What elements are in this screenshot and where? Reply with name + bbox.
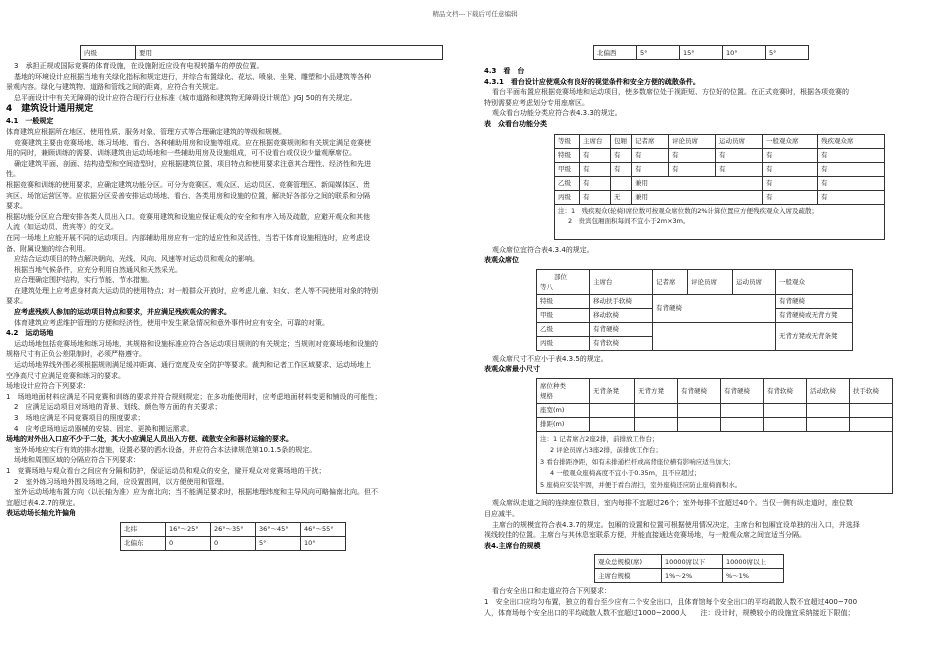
- table-cell: 兼用: [632, 176, 763, 190]
- paragraph: 用的同时，兼顾训练的需要、训练建筑由运动场地和一些辅助用房及设施组成，可不设看台或仅设少量观摩席位。: [6, 149, 356, 158]
- table-row: [537, 322, 853, 336]
- table-cell: 要用: [136, 46, 443, 60]
- table-row: [555, 134, 885, 148]
- table-cell: 有: [669, 162, 716, 176]
- table-cell: [850, 403, 893, 417]
- table-cell: 有: [580, 190, 611, 204]
- table-cell: 主席台: [590, 269, 653, 294]
- left-column: [6, 44, 468, 551]
- table-cell: 排距(m): [537, 417, 590, 431]
- header-line: 部位: [554, 272, 567, 281]
- table-cell: 评论员席: [688, 269, 733, 294]
- paragraph: 应合理确定围护结构，实行节能、节水措施。: [14, 276, 154, 285]
- table-cell: 0: [166, 536, 211, 550]
- table-caption: 表4.主席台的规模: [484, 541, 541, 550]
- table-cell: 有: [818, 162, 885, 176]
- paragraph: 室外场地应实行有效的排水措施，设置必要的洒水设备，并应符合本法律规范第10.1.5条的规定。: [14, 445, 317, 454]
- table-cell: 有背硬椅: [721, 378, 764, 403]
- table-cell: 有背硬椅或无背方凳: [776, 308, 853, 322]
- table-cell: [721, 417, 764, 431]
- list-item: 1 安全出口应均匀布置，独立的看台至少应有二个安全出口，且体育馆每个安全出口的平均疏散人数不宜超过400~700: [484, 598, 858, 606]
- paragraph: 根据当地气候条件，应充分利用自然通风和天然采光。: [14, 265, 182, 274]
- table-cell: 有: [632, 148, 669, 162]
- table-cell: 座宽(m): [537, 403, 590, 417]
- table-cell: 乙级: [555, 176, 580, 190]
- table-cell: 特级: [555, 148, 580, 162]
- table-cell: 丙级: [537, 336, 590, 350]
- note-line: 2 贵宾包厢面积每间不宜小于2m×3m。: [568, 216, 690, 225]
- table-cell: 有: [763, 162, 818, 176]
- table-cell: 有背硬椅: [590, 322, 653, 336]
- paragraph: 要求。: [6, 202, 27, 211]
- paragraph: 要求。: [6, 297, 27, 306]
- table-cell: 有: [611, 162, 632, 176]
- table-cell: 运动员席: [733, 269, 776, 294]
- table-row: [537, 403, 893, 417]
- paragraph: 观众席尺寸不应小于表4.3.5的规定。: [492, 354, 608, 363]
- table-cell: [611, 176, 632, 190]
- table-cell: 有背软椅: [590, 336, 653, 350]
- size-table: [536, 378, 893, 495]
- paragraph: 3 承担正规或国际竞赛的体育设施，在设施附近应设有电视转播车的停放位置。: [14, 62, 264, 70]
- paragraph: 基地的环境设计应根据当地有关绿化指标和规定进行，并综合布置绿化、花坛、喷泉、坐凳、雕塑和小品建筑等各种: [14, 72, 371, 81]
- table-cell: 一般观众席: [763, 134, 818, 148]
- table-row: [121, 536, 346, 550]
- subsection-heading: 4.3 看 台: [484, 67, 525, 75]
- table-row: [555, 148, 885, 162]
- table-cell: 有背硬椅: [678, 378, 721, 403]
- table-cell: [850, 417, 893, 431]
- note-line: 2 评论员席占3座2排，前排放工作台；: [550, 446, 662, 455]
- paragraph: 规格尺寸有正负公差限制时，必须严格遵守。: [6, 350, 146, 359]
- table-cell: 丙级: [555, 190, 580, 204]
- table-cell: [764, 403, 807, 417]
- table-cell: 移动软椅: [590, 308, 653, 322]
- note-line: 4 一般观众座椅高度不宜小于0.35m，且不应超过；: [550, 469, 701, 478]
- table-cell: 运动员席: [716, 134, 763, 148]
- table-cell: 有: [763, 148, 818, 162]
- header-line: 席位种类 规格: [540, 381, 566, 400]
- paragraph: 看台平面布置应根据竞赛场地和运动项目，使多数席位处于视距短、方位好的位置。在正式竞赛时，根据各项竞赛的: [492, 88, 849, 97]
- list-item: 1 竞赛场地与观众看台之间应有分隔和防护，保证运动员和观众的安全，避开观众对竞赛场地的干扰；: [6, 466, 326, 475]
- list-item: 1 场地地面材料应满足不同竞赛和训练的要求并符合规则规定；在多功能使用时，应考虑地面材料变更和铺设的可能性；: [6, 392, 382, 401]
- paragraph: 根据竞赛和训练的使用要求，应确定建筑功能分区。可分为竞赛区、观众区、运动员区、竞赛管理区、新闻媒体区、贵: [6, 180, 370, 189]
- table-cell: 46°～55°: [301, 522, 346, 536]
- table-cell: 15°: [680, 46, 723, 60]
- table-cell: 有: [818, 190, 885, 204]
- table-cell: 有: [818, 176, 885, 190]
- table-cell: [807, 403, 850, 417]
- table-cell: 有背软椅: [764, 378, 807, 403]
- top-right-table: [593, 45, 809, 60]
- table-row: [537, 378, 893, 403]
- table-cell: %～1%: [723, 569, 784, 583]
- table-cell: 1%～2%: [662, 569, 723, 583]
- table-cell: [590, 403, 635, 417]
- paragraph: 主席台的规模宜符合表4.3.7的规定。包厢的设置和位置可根据使用情况决定，主席台和包厢宜设单独的出入口，并选择: [492, 520, 860, 529]
- table-note: [537, 431, 893, 494]
- bold-paragraph: 应考虑残疾人参加的运动项目特点和要求，并应满足残疾观众的需求。: [14, 308, 231, 317]
- paragraph: 备、附属设施的综合利用。: [6, 244, 90, 253]
- paragraph: 性。: [6, 170, 20, 179]
- table-cell: [590, 417, 635, 431]
- paragraph: 景观内容。绿化与建筑物、道路和管线之间的距离，应符合有关规定。: [6, 83, 223, 92]
- table-cell: 有: [611, 148, 632, 162]
- table-cell: 主席台规模: [595, 569, 662, 583]
- table-cell: [678, 403, 721, 417]
- table-cell: 一般观众: [776, 269, 853, 294]
- table-cell: [537, 378, 590, 403]
- table-cell: 26°～35°: [211, 522, 256, 536]
- paragraph: 体育建筑应考虑维护管理的方便和经济性，使用中发生紧急情况和意外事件时应有安全、可靠的对策。: [14, 318, 329, 327]
- table-cell: 无背方凳或无背条凳: [776, 322, 853, 350]
- paragraph: 目应减半。: [484, 510, 519, 519]
- table-caption: 表 众看台功能分类: [484, 119, 547, 128]
- table-cell: 有背硬椅: [653, 294, 776, 322]
- paragraph: 人流（如运动员、贵宾等）的交叉。: [6, 223, 118, 232]
- table-cell: 活动软椅: [807, 378, 850, 403]
- table-cell: 有: [580, 162, 611, 176]
- table-row: [595, 555, 784, 569]
- table-cell: 评论员席: [669, 134, 716, 148]
- table-cell: 5°: [256, 536, 301, 550]
- table-row: [555, 204, 885, 239]
- table-cell: 10°: [723, 46, 766, 60]
- table-row: [121, 522, 346, 536]
- table-cell: 北偏东: [121, 536, 166, 550]
- table-cell: [635, 403, 678, 417]
- table-cell: 有: [580, 176, 611, 190]
- list-item: 3 场地应满足不同竞赛项目的照度要求；: [14, 414, 145, 422]
- table-cell: 甲级: [555, 162, 580, 176]
- table-row: [537, 417, 893, 431]
- list-item: 人，体育场每个安全出口的平均疏散人数不宜超过1000~2000人 注：设计时，规模较小的设施宜采纳接近下限值；: [484, 608, 855, 617]
- paragraph: 体育建筑应根据所在地区、使用性质、服务对象、管理方式等合理确定建筑的等级和规模。: [6, 127, 286, 136]
- table-cell: [721, 403, 764, 417]
- table-cell: 有: [763, 176, 818, 190]
- list-item: 4 应考虑场地运动器械的安装、固定、更换和搬运需求。: [14, 424, 194, 433]
- section-heading: 4 建筑设计通用规定: [6, 104, 94, 115]
- table-cell: 10000席以下: [662, 555, 723, 569]
- subsection-heading: 4.2 运动场地: [6, 329, 54, 338]
- table-row: [555, 176, 885, 190]
- table-cell: 10000席以上: [723, 555, 784, 569]
- table-caption: 表运动场长轴允许偏角: [6, 509, 76, 518]
- table-cell: 特级: [537, 294, 590, 308]
- table-cell: [537, 269, 590, 294]
- function-table: [554, 134, 885, 240]
- table-cell: 有: [580, 148, 611, 162]
- table-cell: 无: [611, 190, 632, 204]
- paragraph: 总平面设计中有关无障碍的设计应符合现行行业标准《城市道路和建筑物无障碍设计规范》JGJ 50的有关规定。: [14, 93, 357, 102]
- table-cell: 主席台: [580, 134, 611, 148]
- table-row: [537, 431, 893, 494]
- paragraph: 运动场地界线外围必须根据规则满足缓冲距离、通行宽度及安全防护等要求。裁判和记者工作区域要求、运动场地上: [14, 361, 371, 370]
- table-cell: [678, 417, 721, 431]
- table-row: [537, 269, 853, 294]
- table-cell: 等级: [555, 134, 580, 148]
- paragraph: 空净高尺寸应满足竞赛和练习的要求。: [6, 371, 125, 380]
- table-cell: 有: [763, 190, 818, 204]
- table-row: [594, 46, 809, 60]
- table-cell: 内级: [81, 46, 136, 60]
- paragraph: 看台安全出口和走道应符合下列要求：: [492, 587, 611, 596]
- table-cell: 乙级: [537, 322, 590, 336]
- bold-paragraph: 场地的对外出入口应不少于二处，其大小应满足人员出入方便、疏散安全和器材运输的要求。: [6, 435, 293, 444]
- note-line: 5 座椅应安装牢固，并便于看台清扫，室外座椅还应防止座椅面积水。: [540, 480, 742, 489]
- podium-table: [594, 554, 784, 583]
- note-line: 3 看台排距净距，如有未排通栏杆或高背座位横有影响应适当加大；: [540, 457, 735, 466]
- paragraph: 室外运动场地布置方向（以长轴为准）应为南北向；当不能满足要求时，根据地理纬度和主导风向可略偏南北向。但不: [14, 488, 378, 497]
- table-cell: 甲级: [537, 308, 590, 322]
- table-cell: 有背硬椅: [776, 294, 853, 308]
- paragraph: 场地和周围区域的分隔应符合下列要求：: [14, 456, 140, 465]
- right-column: [484, 66, 940, 618]
- table-cell: 16°～25°: [166, 522, 211, 536]
- table-cell: 记者席: [653, 269, 688, 294]
- table-caption: 表观众席位: [484, 256, 519, 265]
- paragraph: 4.3.1 看台设计应使观众有良好的视觉条件和安全方便的疏散条件。: [484, 77, 700, 86]
- table-cell: 5°: [766, 46, 809, 60]
- table-cell: [653, 322, 776, 350]
- table-cell: 5°: [637, 46, 680, 60]
- subsection-heading: 4.1 一般规定: [6, 117, 54, 126]
- table-cell: 有: [716, 162, 763, 176]
- table-cell: 36°～45°: [256, 522, 301, 536]
- list-item: 2 室外练习场地外围及场地之间，应设置围网，以方便使用和管理。: [14, 477, 229, 486]
- paragraph: 确定建筑平面、剖面、结构造型和空间造型时，应根据建筑位置、项目特点和使用要求注意其合理性、经济性和先进: [14, 159, 371, 168]
- paragraph: 宾区、场馆运营区等。应依据分区妥善安排运动场地、看台、各类用房和设施的位置，解决好各部分之间的联系和分隔: [6, 191, 370, 200]
- table-cell: 无背方凳: [635, 378, 678, 403]
- note-line: 注：1 记者席占2座2排，前排放工作台；: [540, 434, 659, 443]
- paragraph: 视线较佳的位置。主席台与其休息室联系方便，并能直接通达竞赛场地，与一般观众席之间宜适当分隔。: [484, 531, 806, 540]
- paragraph: 应结合运动项目的特点解决朝向、光线、风向、风速等对运动员和观众的影响。: [14, 255, 259, 264]
- paragraph: 在建筑处理上应考虑身材高大运动员的使用特点；对一般群众开放时，应考虑儿童、妇女、老人等不同使用对象的特别: [14, 286, 378, 295]
- paragraph: 观众席位宜符合表4.3.4的规定。: [492, 245, 594, 254]
- table-cell: [635, 417, 678, 431]
- table-row: [537, 294, 853, 308]
- table-cell: 有: [632, 162, 669, 176]
- table-cell: 观众总规模(席): [595, 555, 662, 569]
- table-cell: 有: [669, 148, 716, 162]
- table-cell: 无背条凳: [590, 378, 635, 403]
- paragraph: 观众看台功能分类应符合表4.3.3的规定。: [492, 109, 622, 118]
- paragraph: 观众席纵走道之间的连续座位数目，室内每排不宜超过26个；室外每排不宜超过40个。当仅一侧有纵走道时，座位数: [492, 499, 853, 508]
- paragraph: 根据功能分区应合理安排各类人员出入口。竞赛用建筑和设施应保证观众的安全和有序入场及疏散，应避开观众和其他: [6, 212, 370, 221]
- table-cell: 北纬: [121, 522, 166, 536]
- paragraph: 运动场地包括竞赛场地和练习场地，其规格和设施标准应符合各运动项目规则的有关规定；当规则对竞赛场地和设施的: [14, 339, 378, 348]
- paragraph: 场地设计应符合下列要求：: [6, 382, 90, 391]
- table-cell: 有: [716, 148, 763, 162]
- table-cell: 记者席: [632, 134, 669, 148]
- orientation-table: [120, 522, 346, 551]
- table-caption: 表观众席最小尺寸: [484, 365, 540, 374]
- note-line: 注：1 残疾观众(轮椅)席位数可按观众席位数的2%计算位置应方便残疾观众入席及疏散；: [558, 206, 819, 215]
- table-note: [555, 204, 885, 239]
- paragraph: 特别需要应考虑划分专用座席区。: [484, 98, 589, 107]
- table-cell: [807, 417, 850, 431]
- table-cell: 北偏西: [594, 46, 637, 60]
- table-cell: 有: [818, 148, 885, 162]
- paragraph: 宜超过表4.2.7的规定。: [6, 498, 80, 507]
- table-cell: 包厢: [611, 134, 632, 148]
- seat-table: [536, 269, 853, 351]
- paragraph: 竞赛建筑主要由竞赛场地、练习场地、看台、各种辅助用房和设施等组成。应在根据竞赛规则和有关规定满足竞赛使: [14, 138, 371, 147]
- table-row: [555, 162, 885, 176]
- table-cell: [764, 417, 807, 431]
- table-cell: 残疾观众席: [818, 134, 885, 148]
- table-cell: 移动扶手软椅: [590, 294, 653, 308]
- table-row: [555, 190, 885, 204]
- table-row: [595, 569, 784, 583]
- header-line: 等八: [540, 282, 553, 291]
- page-header: 精品文档---下载后可任意编辑: [432, 10, 518, 18]
- table-cell: 兼用: [632, 190, 763, 204]
- table-cell: 10°: [301, 536, 346, 550]
- table-cell: 扶手软椅: [850, 378, 893, 403]
- paragraph: 在同一场地上应能开展不同的运动项目。内部辅助用房应有一定的适应性和灵活性，当若干体育设施相连时，应考虑设: [6, 233, 370, 242]
- list-item: 2 应满足运动项目对场地的背景、划线、颜色等方面的有关要求；: [14, 403, 222, 412]
- table-cell: 0: [211, 536, 256, 550]
